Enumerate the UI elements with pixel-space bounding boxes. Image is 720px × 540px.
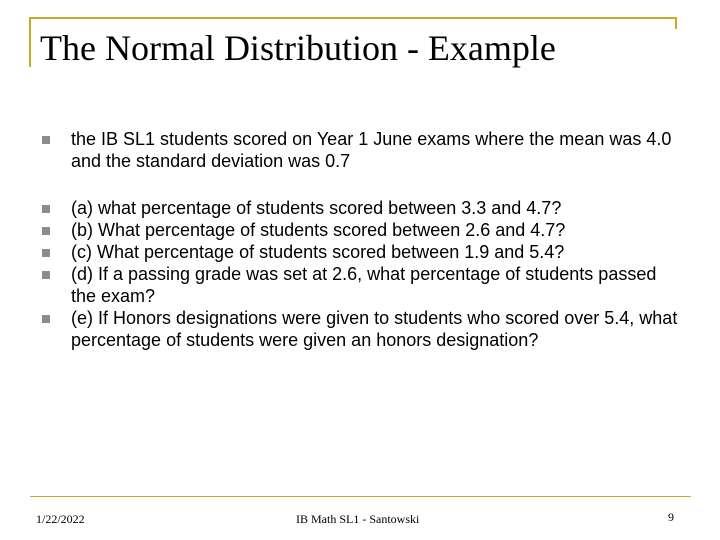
title-frame-left-line [29, 17, 31, 67]
square-bullet-icon [42, 271, 50, 279]
bullet-item-question-b [38, 219, 678, 241]
footer-course-title: IB Math SL1 - Santowski [296, 512, 420, 526]
footer-divider [30, 496, 691, 497]
bullet-text: (e) If Honors designations were given to students who scored over 5.4, what percentage of students were given an honors designation? [71, 308, 678, 350]
bullet-item-question-c [38, 241, 678, 263]
slide-title: The Normal Distribution - Example [40, 28, 556, 68]
bullet-text: (d) If a passing grade was set at 2.6, what percentage of students passed the exam? [71, 264, 657, 306]
square-bullet-icon [42, 249, 50, 257]
bullet-item-question-a [38, 197, 678, 219]
square-bullet-icon [42, 205, 50, 213]
footer-date: 1/22/2022 [36, 512, 85, 526]
bullet-text: the IB SL1 students scored on Year 1 June exams where the mean was 4.0 and the standard deviation was 0.7 [71, 129, 672, 171]
bullet-text: (c) What percentage of students scored between 1.9 and 5.4? [71, 242, 565, 262]
bullet-item-question-e [38, 307, 678, 351]
bullet-item-question-d [38, 263, 678, 307]
square-bullet-icon [42, 136, 50, 144]
square-bullet-icon [42, 315, 50, 323]
bullet-item-context [38, 128, 678, 172]
bullet-text: (a) what percentage of students scored between 3.3 and 4.7? [71, 198, 562, 218]
bullet-list [38, 128, 678, 351]
bullet-text: (b) What percentage of students scored between 2.6 and 4.7? [71, 220, 566, 240]
footer-page-number: 9 [668, 510, 674, 524]
title-frame-top-line [29, 17, 677, 19]
title-frame-right-line [675, 17, 677, 29]
square-bullet-icon [42, 227, 50, 235]
